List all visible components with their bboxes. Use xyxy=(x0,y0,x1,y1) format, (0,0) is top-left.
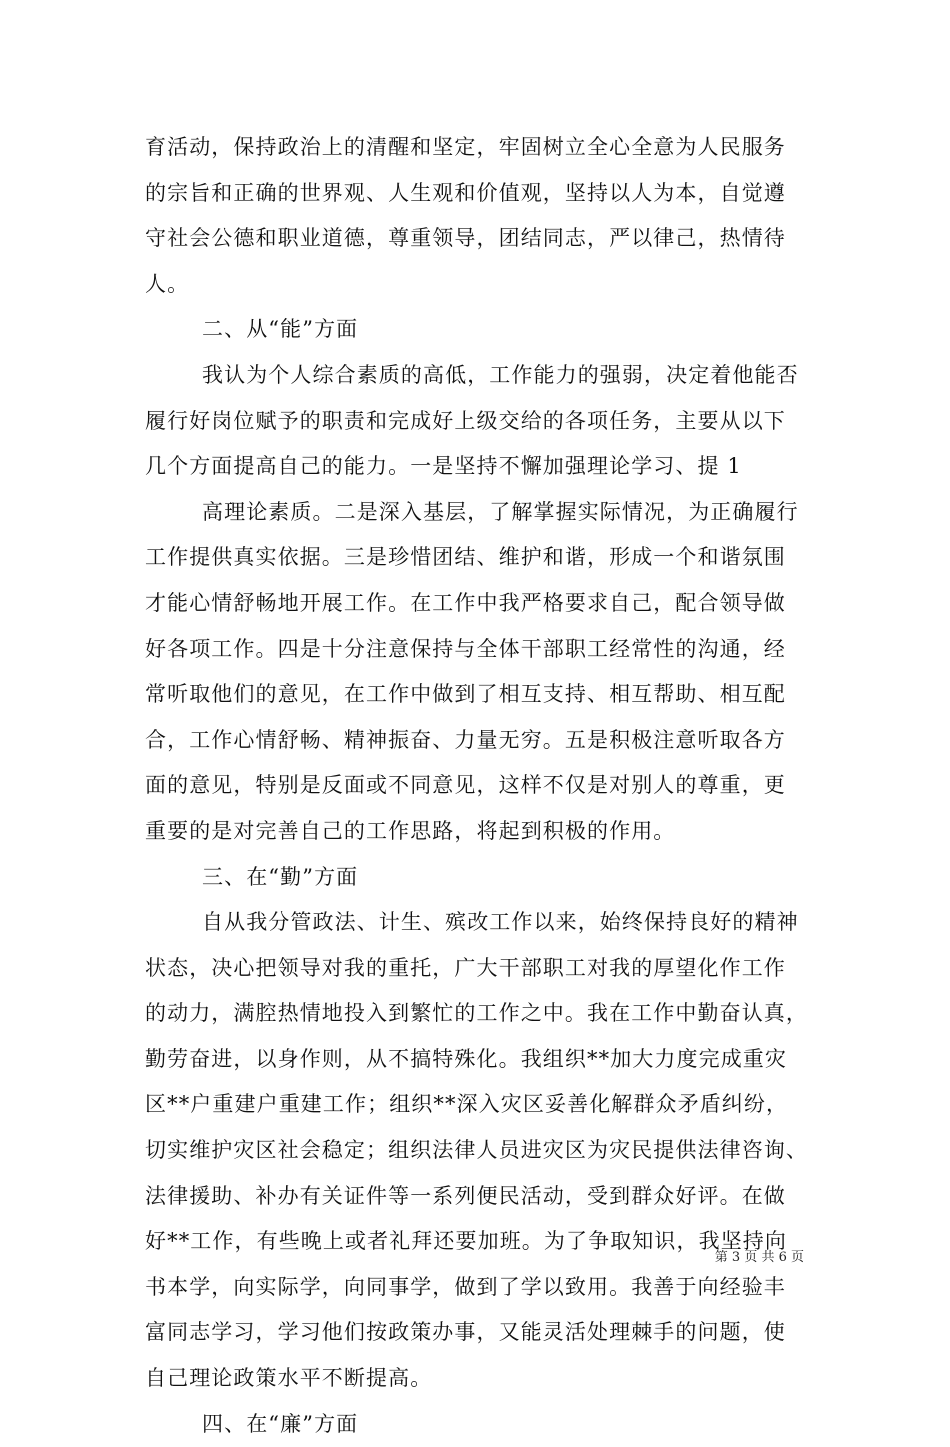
document-body xyxy=(145,125,810,1447)
text-line: 合，工作心情舒畅、精神振奋、力量无穷。五是积极注意听取各方 xyxy=(145,727,786,752)
text-line: 好**工作，有些晚上或者礼拜还要加班。为了争取知识，我坚持向 xyxy=(145,1229,787,1254)
text-line: 的动力，满腔热情地投入到繁忙的工作之中。我在工作中勤奋认真， xyxy=(145,1001,808,1026)
text-line: 守社会公德和职业道德，尊重领导，团结同志，严以律己，热情待 xyxy=(145,226,786,251)
text-line: 履行好岗位赋予的职责和完成好上级交给的各项任务，主要从以下 xyxy=(145,408,786,433)
text-line: 勤劳奋进，以身作则，从不搞特殊化。我组织**加大力度完成重灾 xyxy=(145,1046,787,1071)
text-line: 书本学，向实际学，向同事学，做到了学以致用。我善于向经验丰 xyxy=(145,1274,786,1299)
text-line: 工作提供真实依据。三是珍惜团结、维护和谐，形成一个和谐氛围 xyxy=(145,545,786,570)
text-line: 的宗旨和正确的世界观、人生观和价值观，坚持以人为本，自觉遵 xyxy=(145,180,786,205)
text-line: 富同志学习，学习他们按政策办事，又能灵活处理棘手的问题，使 xyxy=(145,1320,786,1345)
text-line: 区**户重建户重建工作；组织**深入灾区妥善化解群众矛盾纠纷， xyxy=(145,1092,789,1117)
text-line: 法律援助、补办有关证件等一系列便民活动，受到群众好评。在做 xyxy=(145,1183,786,1208)
section-heading: 二、从“能”方面 xyxy=(202,317,359,342)
text-line: 几个方面提高自己的能力。一是坚持不懈加强理论学习、提 1 xyxy=(145,454,742,479)
page-number: 第 3 页 共 6 页 xyxy=(714,1250,804,1265)
section-heading: 三、在“勤”方面 xyxy=(202,864,359,889)
paragraph-start-line: 自从我分管政法、计生、殡改工作以来，始终保持良好的精神 xyxy=(202,910,799,935)
paragraph-start-line: 高理论素质。二是深入基层，了解掌握实际情况，为正确履行 xyxy=(202,499,799,524)
text-line: 好各项工作。四是十分注意保持与全体干部职工经常性的沟通，经 xyxy=(145,636,786,661)
text-line: 才能心情舒畅地开展工作。在工作中我严格要求自己，配合领导做 xyxy=(145,590,786,615)
text-line: 切实维护灾区社会稳定；组织法律人员进灾区为灾民提供法律咨询、 xyxy=(145,1138,808,1163)
text-line: 状态，决心把领导对我的重托，广大干部职工对我的厚望化作工作 xyxy=(145,955,786,980)
text-line: 常听取他们的意见，在工作中做到了相互支持、相互帮助、相互配 xyxy=(145,682,786,707)
section-heading: 四、在“廉”方面 xyxy=(202,1411,359,1436)
text-line: 人。 xyxy=(145,271,190,296)
text-line: 育活动，保持政治上的清醒和坚定，牢固树立全心全意为人民服务 xyxy=(145,135,786,159)
text-line: 重要的是对完善自己的工作思路，将起到积极的作用。 xyxy=(145,818,676,843)
text-line: 面的意见，特别是反面或不同意见，这样不仅是对别人的尊重，更 xyxy=(145,773,786,798)
text-line: 自己理论政策水平不断提高。 xyxy=(145,1366,433,1391)
paragraph-start-line: 我认为个人综合素质的高低，工作能力的强弱，决定着他能否 xyxy=(202,362,799,387)
